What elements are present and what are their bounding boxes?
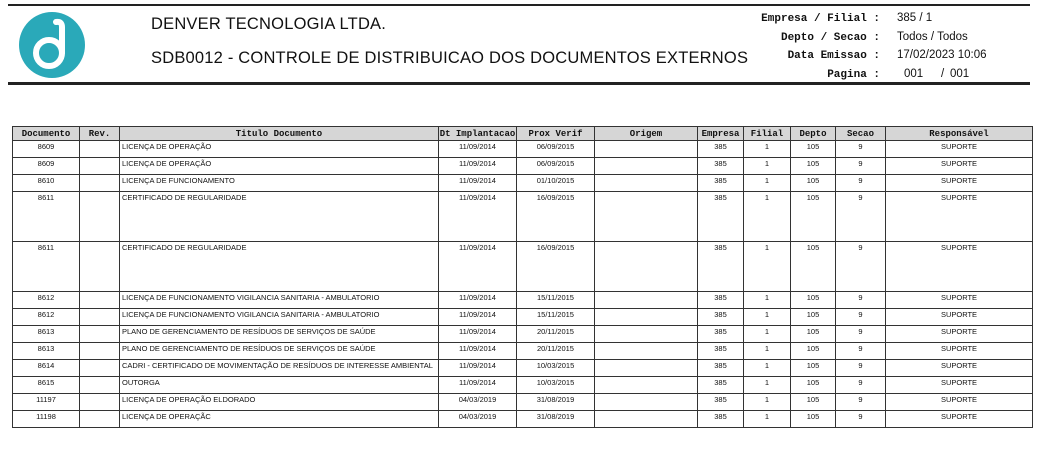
col-header-filial: Filial xyxy=(744,127,791,141)
cell-depto: 105 xyxy=(791,411,836,428)
cell-rev xyxy=(80,141,120,158)
cell-origem xyxy=(595,175,698,192)
cell-rev xyxy=(80,360,120,377)
cell-empresa: 385 xyxy=(698,292,744,309)
pagina-total: 001 xyxy=(950,67,970,80)
header-top-rule xyxy=(8,4,1030,6)
col-header-depto: Depto xyxy=(791,127,836,141)
cell-prox-verif: 16/09/2015 xyxy=(517,192,595,242)
cell-empresa: 385 xyxy=(698,377,744,394)
cell-rev xyxy=(80,242,120,292)
cell-titulo: LICENÇA DE FUNCIONAMENTO VIGILANCIA SANITARIA - AMBULATORIO xyxy=(120,309,439,326)
col-header-dt-implantacao: Dt Implantacao xyxy=(439,128,516,139)
report-meta xyxy=(760,12,1040,86)
cell-rev xyxy=(80,292,120,309)
cell-secao: 9 xyxy=(836,343,886,360)
pagina-separator: / xyxy=(941,67,945,80)
table-row xyxy=(13,175,1033,192)
col-header-prox-verif: Prox Verif xyxy=(517,127,595,141)
cell-empresa: 385 xyxy=(698,141,744,158)
cell-depto: 105 xyxy=(791,292,836,309)
cell-responsavel: SUPORTE xyxy=(886,192,1033,242)
report-title: SDB0012 - CONTROLE DE DISTRIBUICAO DOS DOCUMENTOS EXTERNOS xyxy=(151,49,749,67)
empresa-filial-value: 385 / 1 xyxy=(897,12,933,24)
table-row xyxy=(13,343,1033,360)
cell-dt-implantacao: 11/09/2014 xyxy=(439,326,517,343)
cell-documento: 8615 xyxy=(13,377,80,394)
cell-titulo: LICENÇA DE OPERAÇÃO xyxy=(120,158,439,175)
table-row xyxy=(13,411,1033,428)
col-header-rev: Rev. xyxy=(80,127,120,141)
table-row xyxy=(13,158,1033,175)
cell-titulo: PLANO DE GERENCIAMENTO DE RESÍDUOS DE SERVIÇOS DE SAÚDE xyxy=(120,326,439,343)
cell-depto: 105 xyxy=(791,141,836,158)
cell-dt-implantacao: 11/09/2014 xyxy=(439,292,517,309)
cell-origem xyxy=(595,242,698,292)
cell-filial: 1 xyxy=(744,192,791,242)
data-emissao-label: Data Emissao : xyxy=(787,50,880,62)
cell-prox-verif: 20/11/2015 xyxy=(517,326,595,343)
table-row xyxy=(13,242,1033,292)
cell-documento: 8612 xyxy=(13,292,80,309)
table-row xyxy=(13,326,1033,343)
cell-depto: 105 xyxy=(791,343,836,360)
cell-responsavel: SUPORTE xyxy=(886,309,1033,326)
cell-secao: 9 xyxy=(836,377,886,394)
col-header-origem: Origem xyxy=(595,127,698,141)
cell-depto: 105 xyxy=(791,377,836,394)
cell-filial: 1 xyxy=(744,377,791,394)
cell-dt-implantacao: 11/09/2014 xyxy=(439,158,517,175)
cell-origem xyxy=(595,141,698,158)
cell-origem xyxy=(595,411,698,428)
company-name: DENVER TECNOLOGIA LTDA. xyxy=(151,15,387,33)
cell-dt-implantacao: 11/09/2014 xyxy=(439,141,517,158)
cell-rev xyxy=(80,309,120,326)
col-header-secao: Secao xyxy=(836,127,886,141)
table-header-row xyxy=(13,127,1033,141)
cell-filial: 1 xyxy=(744,360,791,377)
cell-origem xyxy=(595,343,698,360)
documents-table xyxy=(12,126,1033,428)
cell-responsavel: SUPORTE xyxy=(886,411,1033,428)
cell-empresa: 385 xyxy=(698,326,744,343)
cell-titulo: PLANO DE GERENCIAMENTO DE RESÍDUOS DE SERVIÇOS DE SAÚDE xyxy=(120,343,439,360)
cell-responsavel: SUPORTE xyxy=(886,141,1033,158)
cell-documento: 11198 xyxy=(13,411,80,428)
cell-documento: 8611 xyxy=(13,242,80,292)
cell-rev xyxy=(80,192,120,242)
cell-origem xyxy=(595,192,698,242)
cell-filial: 1 xyxy=(744,292,791,309)
cell-dt-implantacao: 11/09/2014 xyxy=(439,343,517,360)
cell-titulo: LICENÇA DE OPERAÇÃO ELDORADO xyxy=(120,394,439,411)
cell-documento: 8611 xyxy=(13,192,80,242)
cell-prox-verif: 10/03/2015 xyxy=(517,360,595,377)
cell-depto: 105 xyxy=(791,158,836,175)
cell-dt-implantacao: 04/03/2019 xyxy=(439,394,517,411)
depto-secao-label: Depto / Secao : xyxy=(780,31,880,44)
cell-documento: 11197 xyxy=(13,394,80,411)
cell-dt-implantacao: 11/09/2014 xyxy=(439,360,517,377)
cell-responsavel: SUPORTE xyxy=(886,175,1033,192)
cell-prox-verif: 15/11/2015 xyxy=(517,292,595,309)
meta-data-emissao xyxy=(760,49,1040,68)
cell-prox-verif: 20/11/2015 xyxy=(517,343,595,360)
pagina-label: Pagina : xyxy=(827,68,880,81)
cell-filial: 1 xyxy=(744,411,791,428)
cell-empresa: 385 xyxy=(698,175,744,192)
meta-depto-secao xyxy=(760,31,1040,50)
header-bottom-rule xyxy=(8,82,1030,85)
col-header-responsavel: Responsável xyxy=(886,127,1033,141)
cell-origem xyxy=(595,326,698,343)
pagina-current: 001 xyxy=(904,67,924,80)
cell-rev xyxy=(80,158,120,175)
cell-prox-verif: 06/09/2015 xyxy=(517,141,595,158)
cell-dt-implantacao: 11/09/2014 xyxy=(439,377,517,394)
cell-responsavel: SUPORTE xyxy=(886,242,1033,292)
cell-titulo: LICENÇA DE FUNCIONAMENTO xyxy=(120,175,439,192)
depto-secao-value: Todos / Todos xyxy=(897,30,968,43)
cell-prox-verif: 10/03/2015 xyxy=(517,377,595,394)
cell-prox-verif: 31/08/2019 xyxy=(517,394,595,411)
cell-responsavel: SUPORTE xyxy=(886,292,1033,309)
cell-depto: 105 xyxy=(791,309,836,326)
cell-responsavel: SUPORTE xyxy=(886,158,1033,175)
cell-empresa: 385 xyxy=(698,242,744,292)
cell-responsavel: SUPORTE xyxy=(886,326,1033,343)
cell-prox-verif: 16/09/2015 xyxy=(517,242,595,292)
cell-depto: 105 xyxy=(791,242,836,292)
cell-rev xyxy=(80,343,120,360)
cell-secao: 9 xyxy=(836,292,886,309)
cell-empresa: 385 xyxy=(698,411,744,428)
cell-dt-implantacao: 11/09/2014 xyxy=(439,309,517,326)
cell-rev xyxy=(80,394,120,411)
cell-origem xyxy=(595,309,698,326)
cell-secao: 9 xyxy=(836,175,886,192)
col-header-empresa: Empresa xyxy=(698,127,744,141)
cell-titulo: LICENÇA DE FUNCIONAMENTO VIGILANCIA SANITARIA - AMBULATORIO xyxy=(120,292,439,309)
cell-secao: 9 xyxy=(836,309,886,326)
cell-filial: 1 xyxy=(744,175,791,192)
cell-depto: 105 xyxy=(791,175,836,192)
table-row xyxy=(13,192,1033,242)
cell-documento: 8612 xyxy=(13,309,80,326)
cell-dt-implantacao: 11/09/2014 xyxy=(439,175,517,192)
cell-prox-verif: 01/10/2015 xyxy=(517,175,595,192)
cell-secao: 9 xyxy=(836,411,886,428)
cell-titulo: CERTIFICADO DE REGULARIDADE xyxy=(120,242,439,292)
col-header-documento: Documento xyxy=(13,127,80,141)
table-row xyxy=(13,292,1033,309)
table-row xyxy=(13,309,1033,326)
cell-dt-implantacao: 11/09/2014 xyxy=(439,242,517,292)
cell-titulo: LICENÇA DE OPERAÇÃC xyxy=(120,411,439,428)
cell-depto: 105 xyxy=(791,326,836,343)
cell-prox-verif: 31/08/2019 xyxy=(517,411,595,428)
cell-secao: 9 xyxy=(836,242,886,292)
cell-titulo: OUTORGA xyxy=(120,377,439,394)
report-header xyxy=(0,0,1043,90)
table-row xyxy=(13,377,1033,394)
table-row xyxy=(13,360,1033,377)
cell-prox-verif: 06/09/2015 xyxy=(517,158,595,175)
cell-depto: 105 xyxy=(791,192,836,242)
cell-filial: 1 xyxy=(744,394,791,411)
cell-filial: 1 xyxy=(744,242,791,292)
cell-empresa: 385 xyxy=(698,309,744,326)
cell-titulo: CADRI - CERTIFICADO DE MOVIMENTAÇÃO DE RESÍDUOS DE INTERESSE AMBIENTAL xyxy=(120,360,439,377)
cell-origem xyxy=(595,292,698,309)
cell-filial: 1 xyxy=(744,158,791,175)
cell-depto: 105 xyxy=(791,394,836,411)
cell-filial: 1 xyxy=(744,326,791,343)
cell-documento: 8609 xyxy=(13,158,80,175)
cell-secao: 9 xyxy=(836,141,886,158)
cell-documento: 8613 xyxy=(13,343,80,360)
cell-secao: 9 xyxy=(836,158,886,175)
cell-secao: 9 xyxy=(836,360,886,377)
cell-rev xyxy=(80,175,120,192)
table-body xyxy=(13,141,1033,428)
cell-empresa: 385 xyxy=(698,343,744,360)
cell-titulo: LICENÇA DE OPERAÇÃO xyxy=(120,141,439,158)
cell-secao: 9 xyxy=(836,326,886,343)
empresa-filial-label: Empresa / Filial : xyxy=(761,13,880,25)
cell-filial: 1 xyxy=(744,343,791,360)
cell-prox-verif: 15/11/2015 xyxy=(517,309,595,326)
cell-titulo: CERTIFICADO DE REGULARIDADE xyxy=(120,192,439,242)
cell-empresa: 385 xyxy=(698,192,744,242)
d-letter-logo-icon xyxy=(19,12,85,78)
cell-origem xyxy=(595,360,698,377)
cell-depto: 105 xyxy=(791,360,836,377)
cell-origem xyxy=(595,158,698,175)
cell-documento: 8613 xyxy=(13,326,80,343)
cell-responsavel: SUPORTE xyxy=(886,377,1033,394)
cell-rev xyxy=(80,326,120,343)
cell-empresa: 385 xyxy=(698,158,744,175)
cell-empresa: 385 xyxy=(698,360,744,377)
cell-rev xyxy=(80,377,120,394)
cell-responsavel: SUPORTE xyxy=(886,343,1033,360)
cell-dt-implantacao: 04/03/2019 xyxy=(439,411,517,428)
cell-documento: 8614 xyxy=(13,360,80,377)
cell-responsavel: SUPORTE xyxy=(886,394,1033,411)
cell-origem xyxy=(595,377,698,394)
cell-origem xyxy=(595,394,698,411)
data-emissao-value: 17/02/2023 10:06 xyxy=(897,49,987,61)
table-row xyxy=(13,394,1033,411)
cell-responsavel: SUPORTE xyxy=(886,360,1033,377)
cell-empresa: 385 xyxy=(698,394,744,411)
meta-empresa-filial xyxy=(760,12,1040,31)
cell-documento: 8609 xyxy=(13,141,80,158)
cell-secao: 9 xyxy=(836,192,886,242)
col-header-titulo: Titulo Documento xyxy=(120,127,439,141)
table-row xyxy=(13,141,1033,158)
cell-filial: 1 xyxy=(744,141,791,158)
cell-rev xyxy=(80,411,120,428)
cell-filial: 1 xyxy=(744,309,791,326)
cell-dt-implantacao: 11/09/2014 xyxy=(439,192,517,242)
cell-secao: 9 xyxy=(836,394,886,411)
cell-documento: 8610 xyxy=(13,175,80,192)
